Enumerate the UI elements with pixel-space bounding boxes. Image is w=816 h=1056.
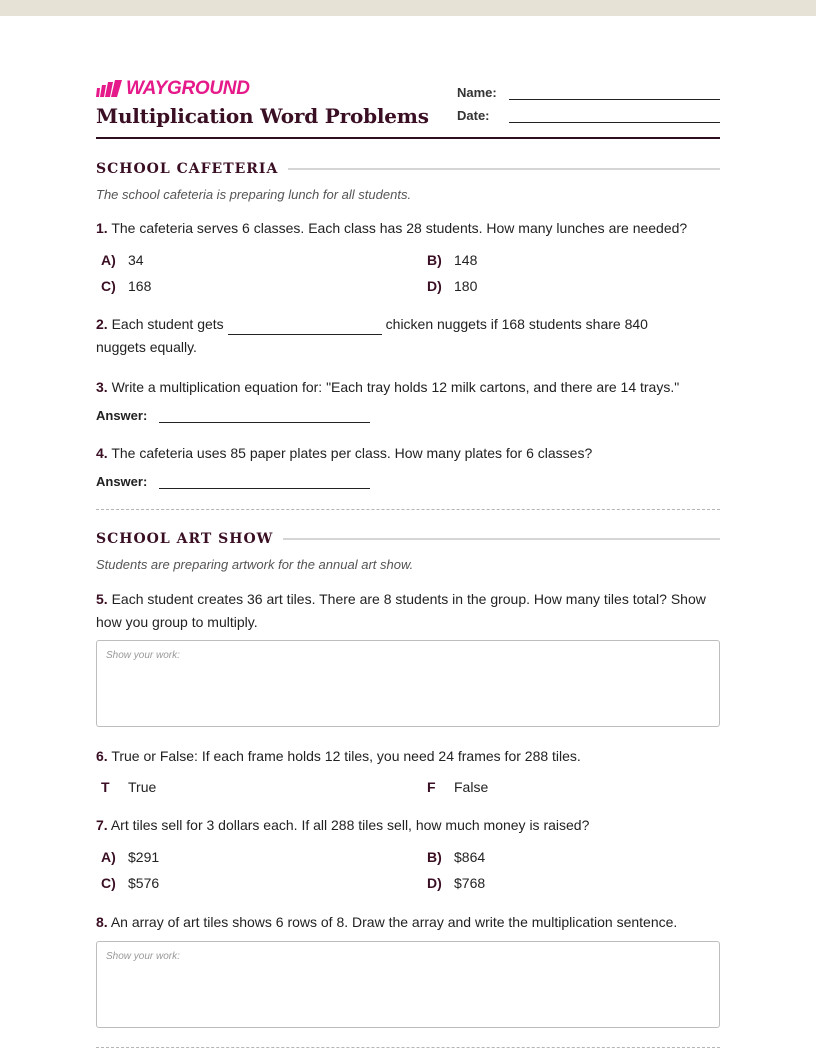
section-divider bbox=[96, 509, 720, 510]
question-6 bbox=[96, 745, 720, 768]
wayground-logo-icon bbox=[96, 80, 122, 98]
question-3 bbox=[96, 376, 720, 399]
worksheet-page bbox=[0, 16, 816, 1056]
question-number: 7. bbox=[96, 817, 108, 833]
question-number: 2. bbox=[96, 316, 108, 332]
option-1a[interactable]: A) 34 bbox=[101, 252, 144, 268]
option-1d[interactable]: D) 180 bbox=[427, 278, 478, 294]
question-number: 3. bbox=[96, 379, 108, 395]
section-rule bbox=[288, 168, 720, 170]
date-row bbox=[457, 100, 720, 123]
option-7d[interactable]: D) $768 bbox=[427, 875, 486, 891]
option-7c[interactable]: C) $576 bbox=[101, 875, 160, 891]
question-number: 8. bbox=[96, 914, 108, 930]
answer-label: Answer: bbox=[96, 408, 148, 423]
work-area-8[interactable] bbox=[96, 941, 720, 1028]
name-field[interactable] bbox=[509, 85, 720, 100]
option-1c[interactable]: C) 168 bbox=[101, 278, 152, 294]
answer-4 bbox=[96, 474, 370, 489]
option-6-true[interactable]: T True bbox=[101, 779, 157, 795]
section-title: SCHOOL CAFETERIA bbox=[96, 161, 279, 177]
fill-in-blank[interactable] bbox=[228, 320, 382, 335]
answer-3 bbox=[96, 408, 370, 423]
question-7 bbox=[96, 814, 720, 837]
question-text: Write a multiplication equation for: "Each tray holds 12 milk cartons, and there are 14 trays." bbox=[111, 379, 680, 395]
question-number: 1. bbox=[96, 220, 108, 236]
name-label: Name: bbox=[457, 85, 497, 100]
question-text: An array of art tiles shows 6 rows of 8. Draw the array and write the multiplication sentence. bbox=[110, 914, 678, 930]
brand-logo bbox=[96, 79, 250, 99]
section-description: The school cafeteria is preparing lunch for all students. bbox=[96, 187, 412, 202]
question-number: 5. bbox=[96, 591, 108, 607]
answer-label: Answer: bbox=[96, 474, 148, 489]
question-number: 6. bbox=[96, 748, 108, 764]
question-text: Art tiles sell for 3 dollars each. If all 288 tiles sell, how much money is raised? bbox=[110, 817, 590, 833]
page-title: Multiplication Word Problems bbox=[96, 104, 429, 128]
section-divider bbox=[96, 1047, 720, 1048]
work-hint: Show your work: bbox=[106, 650, 180, 661]
section-description: Students are preparing artwork for the annual art show. bbox=[96, 557, 414, 572]
question-text: True or False: If each frame holds 12 tiles, you need 24 frames for 288 tiles. bbox=[111, 748, 581, 764]
question-text: The cafeteria serves 6 classes. Each class has 28 students. How many lunches are needed? bbox=[111, 220, 688, 236]
answer-field[interactable] bbox=[159, 408, 370, 423]
answer-field[interactable] bbox=[159, 474, 370, 489]
question-4 bbox=[96, 442, 720, 465]
date-label: Date: bbox=[457, 108, 490, 123]
option-6-false[interactable]: F False bbox=[427, 779, 489, 795]
section-header-art-show bbox=[96, 531, 720, 547]
option-7a[interactable]: A) $291 bbox=[101, 849, 160, 865]
header-divider bbox=[96, 137, 720, 139]
section-title: SCHOOL ART SHOW bbox=[96, 531, 274, 547]
name-row bbox=[457, 77, 720, 100]
question-1 bbox=[96, 217, 720, 240]
option-7b[interactable]: B) $864 bbox=[427, 849, 486, 865]
question-5 bbox=[96, 588, 706, 634]
option-1b[interactable]: B) 148 bbox=[427, 252, 478, 268]
date-field[interactable] bbox=[509, 108, 720, 123]
section-header-cafeteria bbox=[96, 161, 720, 177]
question-8 bbox=[96, 911, 720, 934]
section-rule bbox=[283, 538, 720, 540]
work-area-5[interactable] bbox=[96, 640, 720, 727]
question-number: 4. bbox=[96, 445, 108, 461]
work-hint: Show your work: bbox=[106, 951, 180, 962]
brand-name: WAYGROUND bbox=[126, 78, 250, 99]
question-2: 2. Each student gets chicken nuggets if 168 students share 840 nuggets equally. bbox=[96, 316, 648, 355]
question-text: The cafeteria uses 85 paper plates per class. How many plates for 6 classes? bbox=[111, 445, 593, 461]
student-info bbox=[457, 77, 720, 123]
question-text: Each student creates 36 art tiles. There are 8 students in the group. How many tiles total? Show how you group to multiply. bbox=[96, 591, 706, 630]
